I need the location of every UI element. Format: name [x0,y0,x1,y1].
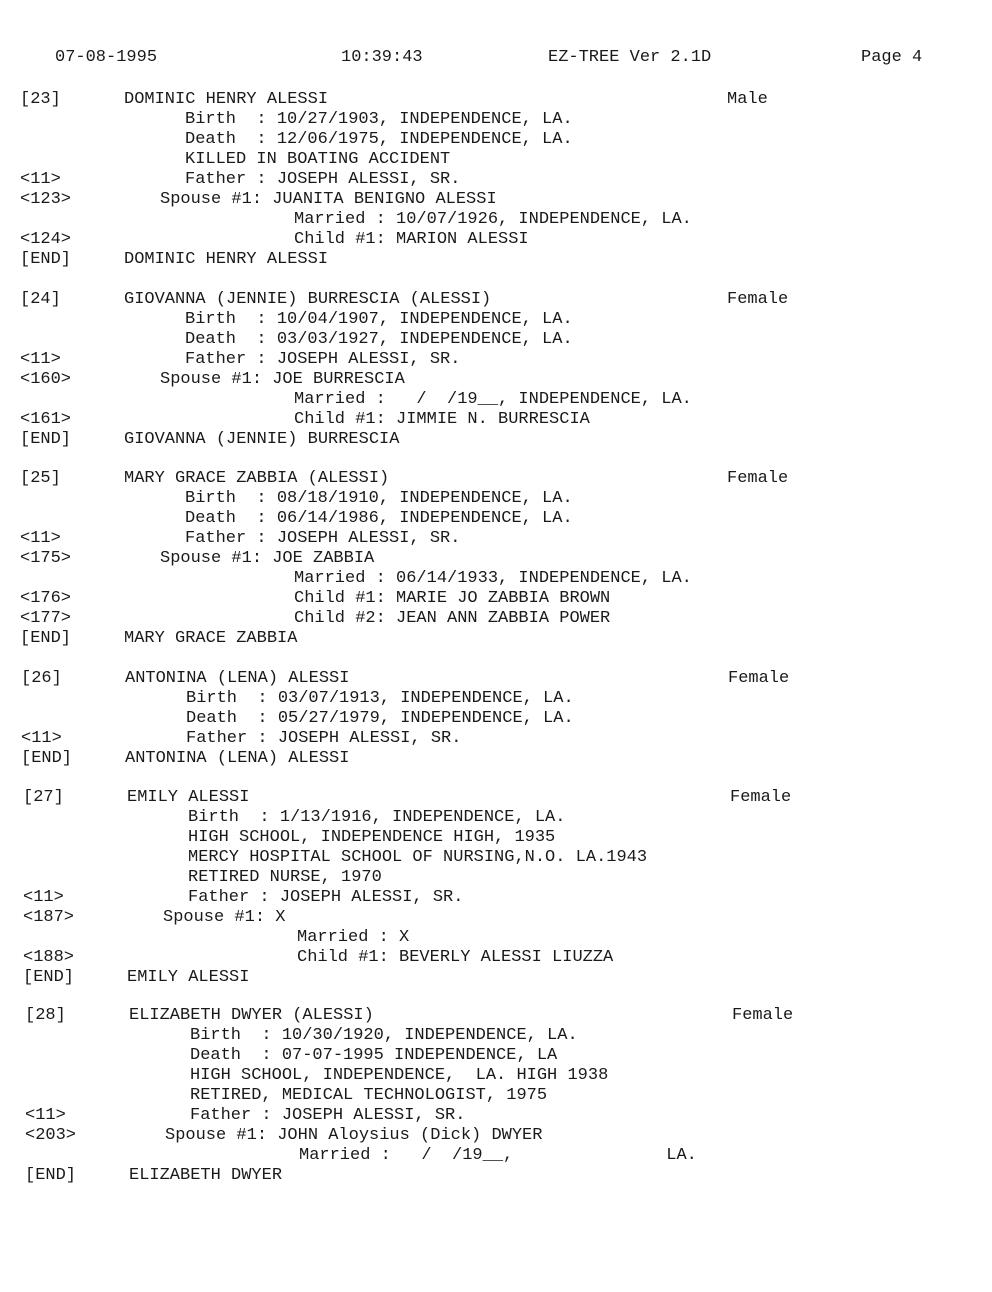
record-sex: Female [727,469,789,488]
record-detail: HIGH SCHOOL, INDEPENDENCE, LA. HIGH 1938 [190,1066,609,1085]
record-detail: Married : / /19__, LA. [299,1146,697,1165]
record-sex: Female [732,1006,794,1025]
record-id: [24] [20,290,61,309]
report-time: 10:39:43 [341,48,423,67]
record-ref: <175> [20,549,72,568]
record-end-name: MARY GRACE ZABBIA [124,629,298,648]
record-detail: Married : 06/14/1933, INDEPENDENCE, LA. [294,569,692,588]
record-end-marker: [END] [23,968,75,987]
record-ref: <11> [20,529,61,548]
record-id: [23] [20,90,61,109]
record-ref: <203> [25,1126,77,1145]
record-name: ELIZABETH DWYER (ALESSI) [129,1006,374,1025]
record-ref: <188> [23,948,75,967]
record-end-name: GIOVANNA (JENNIE) BURRESCIA [124,430,400,449]
record-end-marker: [END] [21,749,73,768]
record-detail: Death : 03/03/1927, INDEPENDENCE, LA. [185,330,573,349]
record-ref: <11> [21,729,62,748]
record-ref: <176> [20,589,72,608]
record-ref: <11> [20,170,61,189]
record-detail: Spouse #1: X [163,908,286,927]
record-end-marker: [END] [20,250,72,269]
record-detail: Father : JOSEPH ALESSI, SR. [185,350,461,369]
record-name: DOMINIC HENRY ALESSI [124,90,329,109]
record-ref: <177> [20,609,72,628]
record-detail: Birth : 03/07/1913, INDEPENDENCE, LA. [186,689,574,708]
record-sex: Female [727,290,789,309]
record-detail: Birth : 10/27/1903, INDEPENDENCE, LA. [185,110,573,129]
record-end-marker: [END] [20,629,72,648]
record-detail: Child #1: MARIE JO ZABBIA BROWN [294,589,611,608]
record-detail: Father : JOSEPH ALESSI, SR. [186,729,462,748]
record-detail: Birth : 08/18/1910, INDEPENDENCE, LA. [185,489,573,508]
record-sex: Female [728,669,790,688]
record-id: [26] [21,669,62,688]
report-date: 07-08-1995 [55,48,158,67]
record-detail: Death : 07-07-1995 INDEPENDENCE, LA [190,1046,558,1065]
record-end-name: DOMINIC HENRY ALESSI [124,250,329,269]
record-ref: <161> [20,410,72,429]
record-name: EMILY ALESSI [127,788,250,807]
record-detail: Birth : 10/04/1907, INDEPENDENCE, LA. [185,310,573,329]
record-ref: <187> [23,908,75,927]
record-detail: Spouse #1: JOE BURRESCIA [160,370,405,389]
page-number: Page 4 [861,48,923,67]
record-detail: Child #1: MARION ALESSI [294,230,529,249]
record-ref: <11> [25,1106,66,1125]
record-ref: <160> [20,370,72,389]
program-name: EZ-TREE Ver 2.1D [548,48,712,67]
record-ref: <11> [23,888,64,907]
record-detail: Death : 05/27/1979, INDEPENDENCE, LA. [186,709,574,728]
record-detail: Birth : 1/13/1916, INDEPENDENCE, LA. [188,808,566,827]
record-ref: <124> [20,230,72,249]
record-detail: Birth : 10/30/1920, INDEPENDENCE, LA. [190,1026,578,1045]
record-end-name: ANTONINA (LENA) ALESSI [125,749,350,768]
record-detail: Death : 06/14/1986, INDEPENDENCE, LA. [185,509,573,528]
record-end-marker: [END] [25,1166,77,1185]
record-id: [28] [25,1006,66,1025]
record-detail: Child #1: BEVERLY ALESSI LIUZZA [297,948,614,967]
record-detail: Father : JOSEPH ALESSI, SR. [185,170,461,189]
record-detail: Child #2: JEAN ANN ZABBIA POWER [294,609,611,628]
record-sex: Female [730,788,792,807]
record-detail: Child #1: JIMMIE N. BURRESCIA [294,410,590,429]
record-detail: Spouse #1: JOE ZABBIA [160,549,375,568]
record-name: MARY GRACE ZABBIA (ALESSI) [124,469,390,488]
record-detail: MERCY HOSPITAL SCHOOL OF NURSING,N.O. LA.1943 [188,848,648,867]
record-name: GIOVANNA (JENNIE) BURRESCIA (ALESSI) [124,290,492,309]
record-detail: Father : JOSEPH ALESSI, SR. [188,888,464,907]
record-detail: Death : 12/06/1975, INDEPENDENCE, LA. [185,130,573,149]
record-name: ANTONINA (LENA) ALESSI [125,669,350,688]
record-detail: Spouse #1: JUANITA BENIGNO ALESSI [160,190,497,209]
record-detail: Father : JOSEPH ALESSI, SR. [190,1106,466,1125]
record-ref: <11> [20,350,61,369]
record-detail: Married : 10/07/1926, INDEPENDENCE, LA. [294,210,692,229]
record-end-name: ELIZABETH DWYER [129,1166,283,1185]
record-end-name: EMILY ALESSI [127,968,250,987]
record-detail: Married : / /19__, INDEPENDENCE, LA. [294,390,692,409]
record-ref: <123> [20,190,72,209]
record-id: [27] [23,788,64,807]
record-end-marker: [END] [20,430,72,449]
record-id: [25] [20,469,61,488]
record-detail: Married : X [297,928,410,947]
record-detail: RETIRED NURSE, 1970 [188,868,382,887]
record-detail: Father : JOSEPH ALESSI, SR. [185,529,461,548]
record-detail: RETIRED, MEDICAL TECHNOLOGIST, 1975 [190,1086,548,1105]
record-detail: KILLED IN BOATING ACCIDENT [185,150,451,169]
record-sex: Male [727,90,768,109]
record-detail: Spouse #1: JOHN Aloysius (Dick) DWYER [165,1126,543,1145]
record-detail: HIGH SCHOOL, INDEPENDENCE HIGH, 1935 [188,828,556,847]
